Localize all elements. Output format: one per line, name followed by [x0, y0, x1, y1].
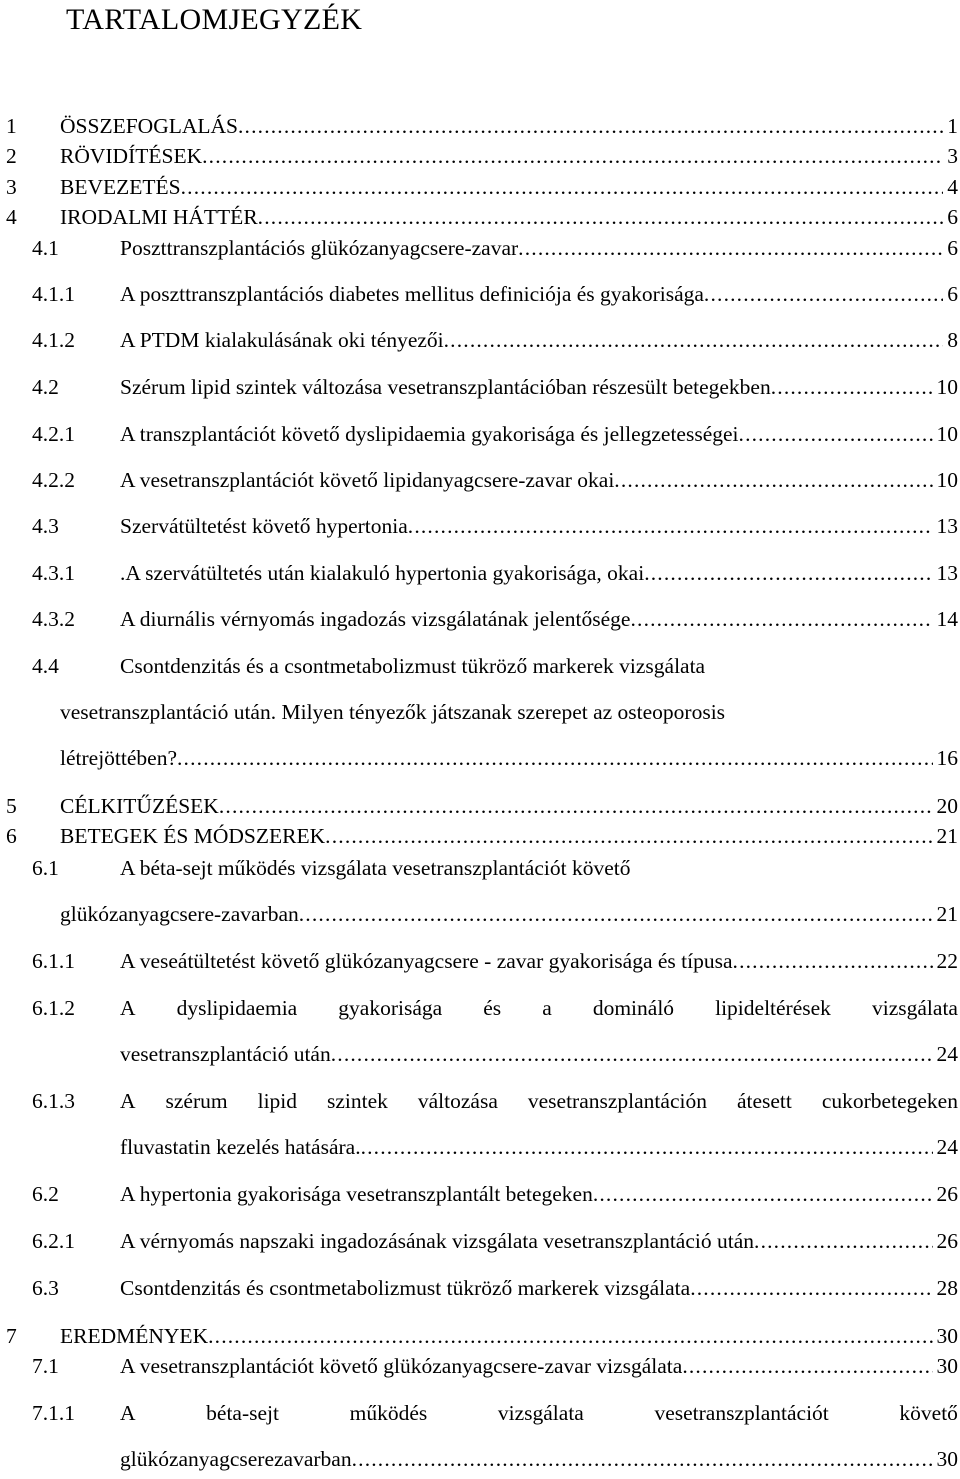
toc-row: [0, 142, 958, 170]
toc-page-number: 22: [936, 949, 958, 973]
toc-word: lipideltérések: [715, 996, 831, 1020]
toc-leader: [60, 792, 958, 820]
toc-leader: [60, 142, 958, 170]
leader-dots: [408, 512, 933, 540]
toc-entry-text: [120, 1087, 958, 1115]
toc-row: [0, 559, 958, 587]
leader-dots: [202, 142, 943, 170]
toc-leader: [120, 1352, 958, 1380]
leader-dots: [690, 1274, 932, 1302]
toc-entry-text: vesetranszplantáció után. Milyen tényezők játszanak szerepet az osteoporosis: [60, 700, 726, 724]
toc-leader: [120, 559, 958, 587]
toc-row: [0, 203, 958, 231]
toc-number: 4.3.1: [32, 561, 75, 585]
toc-word: A: [120, 996, 136, 1020]
leader-dots: [630, 605, 932, 633]
toc-number: 4.2: [32, 375, 59, 399]
toc-entry-text: ÖSSZEFOGLALÁS: [60, 114, 238, 138]
toc-leader: [120, 234, 958, 262]
toc-row: [0, 112, 958, 140]
toc-word: lipid: [257, 1089, 298, 1113]
leader-dots: [644, 559, 932, 587]
toc-row: [0, 822, 958, 850]
toc-number: 4.3: [32, 514, 59, 538]
toc-entry-text: CÉLKITŰZÉSEK: [60, 794, 219, 818]
toc-row: [0, 1399, 958, 1427]
toc-word: dyslipidaemia: [176, 996, 298, 1020]
toc-page-number: 26: [936, 1182, 958, 1206]
toc-number: 7.1: [32, 1354, 59, 1378]
toc-leader: [120, 466, 958, 494]
toc-entry-text: Poszttranszplantációs glükózanyagcsere-zavar: [120, 236, 519, 260]
leader-dots: [704, 280, 943, 308]
toc-entry-text: Szérum lipid szintek változása vesetranszplantációban részesült betegekben: [120, 375, 771, 399]
toc-page-number: 16: [936, 746, 958, 770]
leader-dots: [682, 1352, 932, 1380]
toc-leader: [120, 1445, 958, 1473]
toc-word: vizsgálata: [872, 996, 958, 1020]
toc-leader: [60, 744, 958, 772]
toc-number: 5: [6, 794, 17, 818]
toc-number: 6: [6, 824, 17, 848]
toc-row: [0, 280, 958, 308]
leader-dots: [518, 234, 943, 262]
toc-row: [0, 652, 958, 680]
toc-entry-text: [120, 1399, 958, 1427]
leader-dots: [444, 326, 944, 354]
toc-leader: [120, 1274, 958, 1302]
toc-number: 4.4: [32, 654, 59, 678]
toc-entry-text: A vesetranszplantációt követő lipidanyagcsere-zavar okai: [120, 468, 615, 492]
toc-number: 2: [6, 144, 17, 168]
toc-number: 6.2.1: [32, 1229, 75, 1253]
toc-leader: [120, 1133, 958, 1161]
toc-word: szérum: [165, 1089, 228, 1113]
toc-entry-text: Szervátültetést követő hypertonia: [120, 514, 408, 538]
toc-page-number: 24: [936, 1042, 958, 1066]
toc-row: [0, 373, 958, 401]
toc-page-number: 3: [947, 144, 958, 168]
toc-leader: [120, 420, 958, 448]
toc-word: gyakorisága: [338, 996, 443, 1020]
leader-dots: [593, 1180, 933, 1208]
toc-page-number: 13: [936, 561, 958, 585]
toc-row: [0, 1352, 958, 1380]
toc-leader: [120, 373, 958, 401]
toc-page-number: 6: [947, 205, 958, 229]
toc-entry-text: Csontdenzitás és csontmetabolizmust tükröző markerek vizsgálata: [120, 1276, 691, 1300]
toc-entry-text: létrejöttében?: [60, 746, 177, 770]
toc-page-number: 10: [936, 468, 958, 492]
toc-number: 4.2.2: [32, 468, 75, 492]
leader-dots: [733, 947, 933, 975]
toc-leader: [60, 1322, 958, 1350]
toc-leader: [120, 326, 958, 354]
toc-page-number: 1: [947, 114, 958, 138]
toc-row: [0, 1040, 958, 1068]
toc-word: vesetranszplantáción: [527, 1089, 707, 1113]
toc-number: 4.1.2: [32, 328, 75, 352]
toc-leader: [120, 280, 958, 308]
toc-row: [0, 1133, 958, 1161]
toc-number: 6.2: [32, 1182, 59, 1206]
toc-number: 4.3.2: [32, 607, 75, 631]
toc-number: 4.1: [32, 236, 59, 260]
leader-dots: [325, 822, 932, 850]
toc-row: [0, 792, 958, 820]
toc-entry-text: A hypertonia gyakorisága vesetranszplantált betegeken: [120, 1182, 593, 1206]
toc-word: változása: [417, 1089, 498, 1113]
leader-dots: [258, 203, 944, 231]
toc-entry-text: .A szervátültetés után kialakuló hypertonia gyakorisága, okai: [120, 561, 645, 585]
toc-number: 3: [6, 175, 17, 199]
toc-number: 1: [6, 114, 17, 138]
toc-entry-text: A transzplantációt követő dyslipidaemia gyakorisága és jellegzetességei: [120, 422, 739, 446]
toc-word: a: [542, 996, 552, 1020]
toc-page-number: 10: [936, 375, 958, 399]
toc-row: [0, 1274, 958, 1302]
toc-entry-text: A vesetranszplantációt követő glükózanyagcsere-zavar vizsgálata: [120, 1354, 683, 1378]
toc-word: vesetranszplantációt: [654, 1401, 829, 1425]
toc-number: 6.3: [32, 1276, 59, 1300]
toc-entry-text: IRODALMI HÁTTÉR: [60, 205, 258, 229]
toc-entry-text: EREDMÉNYEK: [60, 1324, 209, 1348]
toc-number: 7: [6, 1324, 17, 1348]
leader-dots: [181, 173, 944, 201]
toc-row: [0, 326, 958, 354]
toc-entry-text: BETEGEK ÉS MÓDSZEREK: [60, 824, 326, 848]
toc-leader: [120, 1040, 958, 1068]
toc-entry-text: A vérnyomás napszaki ingadozásának vizsgálata vesetranszplantáció után: [120, 1229, 755, 1253]
toc-number: 6.1.2: [32, 996, 75, 1020]
toc-row: [0, 1322, 958, 1350]
toc-entry-text: A béta-sejt működés vizsgálata vesetranszplantációt követő: [120, 856, 631, 880]
toc-row: [0, 173, 958, 201]
toc-word: A: [120, 1401, 136, 1425]
toc-page-number: 14: [936, 607, 958, 631]
toc-page-number: 21: [936, 824, 958, 848]
leader-dots: [739, 420, 933, 448]
toc-page-number: 30: [936, 1324, 958, 1348]
toc-row: [0, 994, 958, 1022]
toc-row: [0, 744, 958, 772]
toc-row: [0, 420, 958, 448]
toc-page-number: 30: [936, 1447, 958, 1471]
toc-row: [0, 900, 958, 928]
toc-number: 6.1.1: [32, 949, 75, 973]
toc-page-number: 6: [947, 282, 958, 306]
toc-leader: [60, 822, 958, 850]
toc-row: [0, 1227, 958, 1255]
toc-page-number: 10: [936, 422, 958, 446]
toc-entry-text: glükózanyagcserezavarban: [120, 1447, 352, 1471]
toc-number: 7.1.1: [32, 1401, 75, 1425]
toc-number: 4: [6, 205, 17, 229]
toc-number: 6.1: [32, 856, 59, 880]
toc-entry-text: A diurnális vérnyomás ingadozás vizsgálatának jelentősége: [120, 607, 631, 631]
toc-page-number: 20: [936, 794, 958, 818]
toc-word: A: [120, 1089, 136, 1113]
toc-page-number: 13: [936, 514, 958, 538]
toc-leader: [120, 1227, 958, 1255]
leader-dots: [238, 112, 943, 140]
toc-leader: [120, 512, 958, 540]
toc-row: [0, 854, 958, 882]
toc-row: [0, 466, 958, 494]
toc-page-number: 26: [936, 1229, 958, 1253]
leader-dots: [754, 1227, 932, 1255]
toc-word: béta-sejt: [206, 1401, 279, 1425]
toc-word: követő: [899, 1401, 958, 1425]
toc-row: [0, 1180, 958, 1208]
toc-number: 4.1.1: [32, 282, 75, 306]
toc-page-number: 24: [936, 1135, 958, 1159]
toc-entry-text: A PTDM kialakulásának oki tényezői: [120, 328, 444, 352]
toc-entry-text: vesetranszplantáció után: [120, 1042, 331, 1066]
toc-word: és: [483, 996, 502, 1020]
toc-word: átesett: [736, 1089, 792, 1113]
toc-row: [0, 1087, 958, 1115]
toc-leader: [120, 605, 958, 633]
toc-leader: [120, 1180, 958, 1208]
leader-dots: [177, 744, 933, 772]
toc-row: [0, 1445, 958, 1473]
toc-leader: [60, 203, 958, 231]
leader-dots: [771, 373, 933, 401]
toc-row: [0, 512, 958, 540]
leader-dots: [208, 1322, 932, 1350]
toc-row: [0, 605, 958, 633]
toc-page-number: 21: [936, 902, 958, 926]
page-title: TARTALOMJEGYZÉK: [66, 3, 363, 36]
toc-entry-text: BEVEZETÉS: [60, 175, 181, 199]
toc-leader: [60, 900, 958, 928]
toc-word: szintek: [327, 1089, 388, 1113]
toc-number: 4.2.1: [32, 422, 75, 446]
leader-dots: [299, 900, 933, 928]
toc-page-number: 28: [936, 1276, 958, 1300]
toc-row: [0, 234, 958, 262]
toc-word: működés: [349, 1401, 428, 1425]
toc-row: [0, 698, 958, 726]
toc-page-number: 30: [936, 1354, 958, 1378]
toc-entry-text: [120, 994, 958, 1022]
toc-page-number: 4: [947, 175, 958, 199]
toc-entry-text: A veseátültetést követő glükózanyagcsere - zavar gyakorisága és típusa: [120, 949, 733, 973]
toc-row: [0, 947, 958, 975]
toc-leader: [60, 112, 958, 140]
toc-leader: [120, 947, 958, 975]
toc-entry-text: Csontdenzitás és a csontmetabolizmust tükröző markerek vizsgálata: [120, 654, 706, 678]
toc-entry-text: RÖVIDÍTÉSEK: [60, 144, 203, 168]
toc-leader: [60, 173, 958, 201]
toc-word: cukorbetegeken: [821, 1089, 958, 1113]
toc-word: domináló: [592, 996, 675, 1020]
toc-page-number: 6: [947, 236, 958, 260]
toc-page-number: 8: [947, 328, 958, 352]
leader-dots: [219, 792, 933, 820]
leader-dots: [614, 466, 932, 494]
leader-dots: [361, 1133, 933, 1161]
toc-word: vizsgálata: [497, 1401, 584, 1425]
toc-entry-text: A poszttranszplantációs diabetes mellitus definiciója és gyakorisága: [120, 282, 704, 306]
toc-entry-text: glükózanyagcsere-zavarban: [60, 902, 299, 926]
toc-entry-text: fluvastatin kezelés hatására.: [120, 1135, 361, 1159]
leader-dots: [352, 1445, 933, 1473]
toc-number: 6.1.3: [32, 1089, 75, 1113]
leader-dots: [331, 1040, 933, 1068]
